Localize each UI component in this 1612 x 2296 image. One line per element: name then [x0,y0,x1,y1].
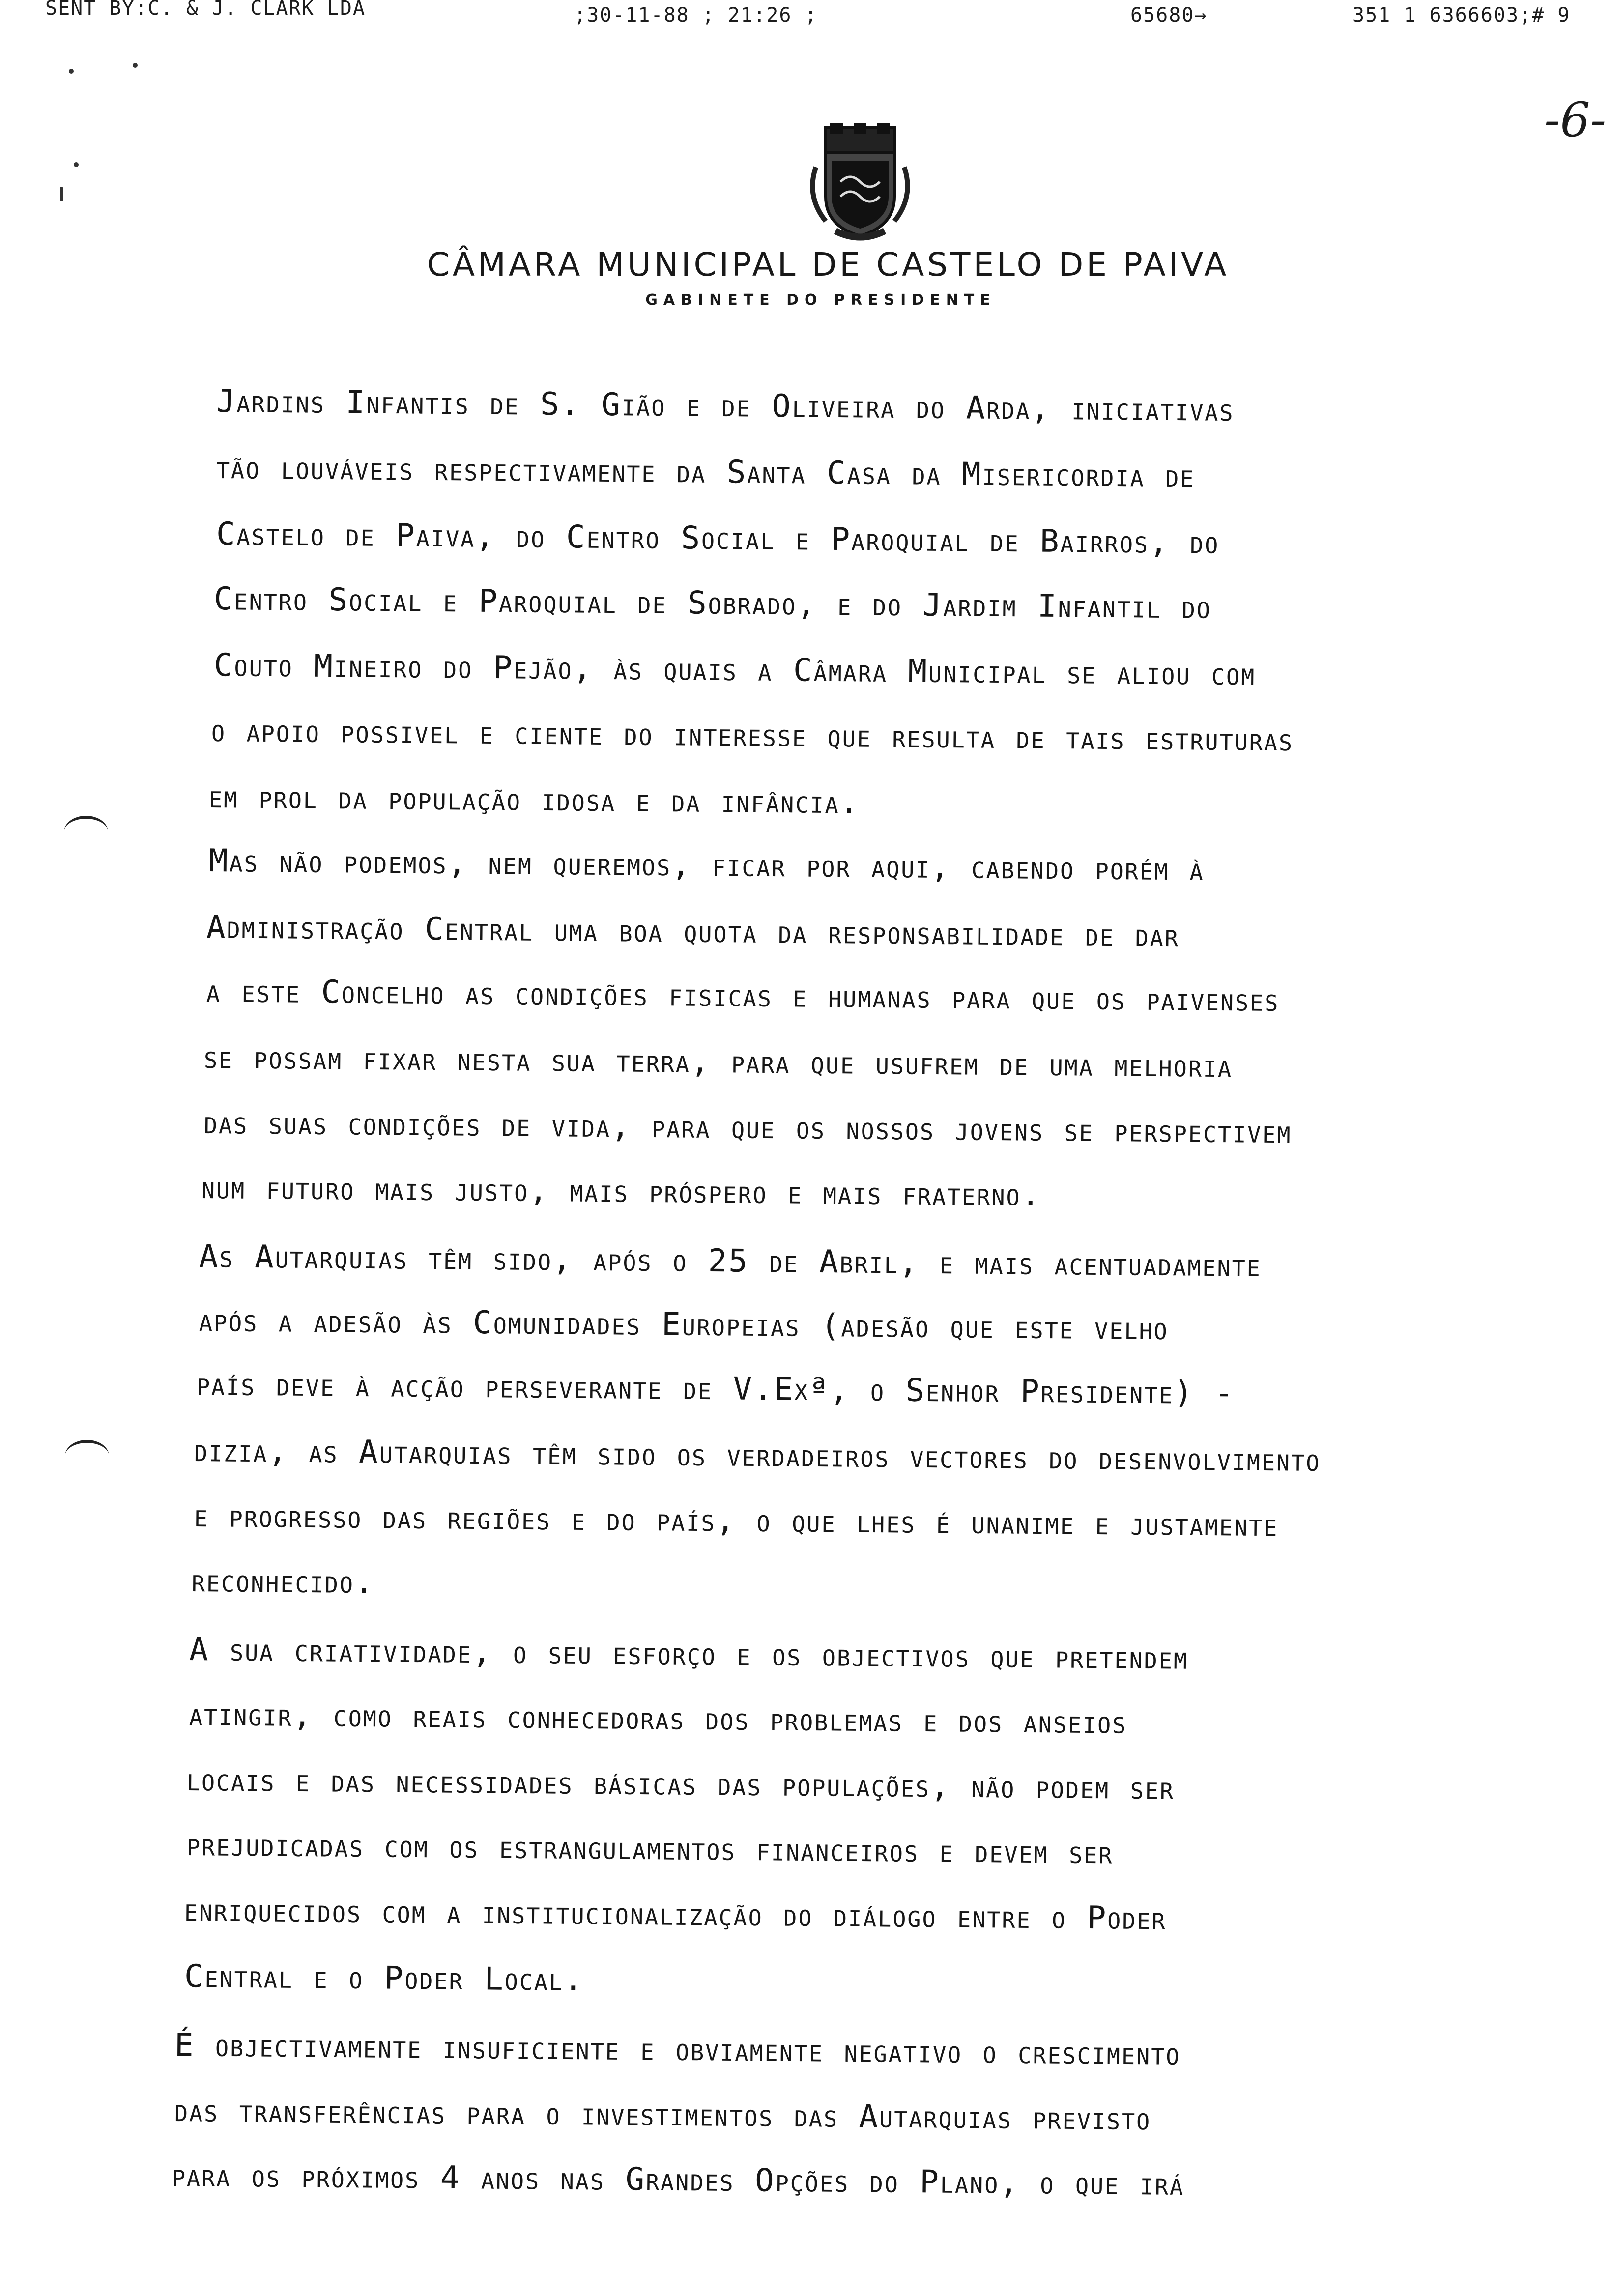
margin-dot [60,187,63,201]
body-line: a este Concelho as condições fisicas e humanas para que os paivenses [206,973,1280,1019]
body-line: locais e das necessidades básicas das populações, não podem ser [186,1762,1175,1807]
fax-header [0,0,1612,39]
fax-number: 351 1 6366603;# 9 [1353,4,1571,27]
fax-date-time: ;30-11-88 ; 21:26 ; [574,4,818,27]
body-line: enriquecidos com a institucionalização do diálogo entre o Poder [184,1892,1167,1937]
body-line: Centro Social e Paroquial de Sobrado, e do Jardim Infantil do [213,581,1212,626]
body-line: prejudicadas com os estrangulamentos financeiros e devem ser [186,1827,1114,1871]
body-line: É objectivamente insuficiente e obviamente negativo o crescimento [174,2027,1181,2072]
punch-hole-mark [65,1440,109,1472]
margin-dot [69,69,74,74]
body-line: tão louváveis respectivamente da Santa Casa da Misericordia de [216,450,1195,495]
body-line: Mas não podemos, nem queremos, ficar por aqui, cabendo porém à [208,843,1205,888]
body-line: As Autarquias têm sido, após o 25 de Abril, e mais acentuadamente [199,1238,1262,1284]
punch-hole-mark [64,816,108,848]
margin-dot [74,162,79,167]
margin-dot [133,63,138,68]
body-line: para os próximos 4 anos nas Grandes Opções do Plano, o que irá [172,2157,1185,2203]
organization-name: CÂMARA MUNICIPAL DE CASTELO DE PAIVA [427,246,1230,284]
body-line: atingir, como reais conhecedoras dos problemas e dos anseios [189,1696,1127,1741]
body-line: Jardins Infantis de S. Gião e de Oliveira do Arda, iniciativas [216,383,1235,429]
body-line: país deve à acção perseverante de V.Exª, o Senhor Presidente) - [196,1366,1236,1412]
letterhead [0,246,1612,309]
office-name: GABINETE DO PRESIDENTE [645,291,996,309]
body-line: se possam fixar nesta sua terra, para que usufrem de uma melhoria [203,1039,1233,1085]
fax-sender: SENT BY:C. & J. CLARK LDA [45,0,366,20]
body-line: num futuro mais justo, mais próspero e mais fraterno. [201,1170,1042,1213]
body-line: Castelo de Paiva, do Centro Social e Paroquial de Bairros, do [216,516,1220,561]
body-line: após a adesão às Comunidades Europeias (adesão que este velho [199,1302,1169,1348]
body-line: Administração Central uma boa quota da responsabilidade de dar [206,909,1180,954]
municipal-coat-of-arms-icon [806,123,914,241]
body-line: A sua criatividade, o seu esforço e os objectivos que pretendem [189,1632,1189,1677]
body-line: em prol da população idosa e da infância. [208,779,861,821]
body-line: reconhecido. [191,1563,375,1601]
body-line: das suas condições de vida, para que os nossos jovens se perspectivem [203,1105,1292,1151]
body-line: Central e o Poder Local. [184,1958,585,1999]
body-line: Couto Mineiro do Pejão, às quais a Câmara Municipal se aliou com [213,647,1256,693]
body-line: das transferências para o investimentos das Autarquias previsto [174,2093,1151,2138]
body-line: o apoio possivel e ciente do interesse que resulta de tais estruturas [211,713,1294,759]
body-line: e progresso das regiões e do país, o que lhes é unanime e justamente [194,1498,1279,1544]
fax-code: 65680→ [1130,4,1208,27]
body-line: dizia, as Autarquias têm sido os verdadeiros vectores do desenvolvimento [194,1433,1321,1479]
page-number: -6- [1544,92,1606,147]
